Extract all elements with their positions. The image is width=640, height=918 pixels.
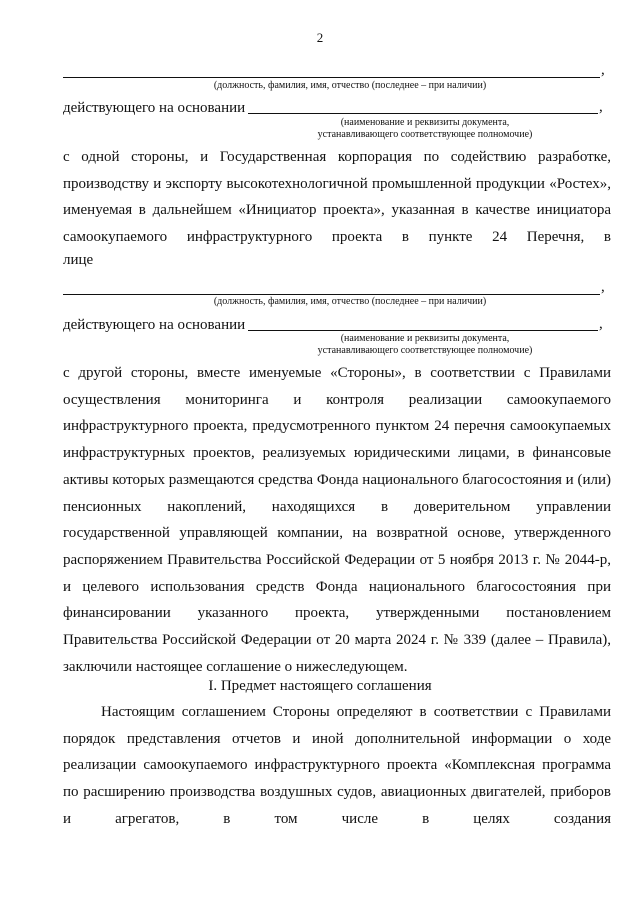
comma: ,	[601, 279, 605, 295]
section-heading: I. Предмет настоящего соглашения	[208, 678, 432, 694]
intro-last-word: лице	[63, 252, 94, 268]
basis-document-line-1	[248, 113, 598, 114]
basis-caption-1a: (наименование и реквизиты документа,	[340, 117, 510, 128]
comma: ,	[599, 316, 603, 332]
main-paragraph: с другой стороны, вместе именуемые «Стороны», в соответствии с Правилами осуществления мониторинга и контроля реализации самоокупаемого инфраструктурного проекта, предусмотренного пунктом 24 перечня самоокупаемых инфраструктурных проектов, реализуемых юридическими лицами, в финансовые активы которых размещаются средства Фонда национального благосостояния и (или) пенсионных накоплений, находящихся в доверительном управлении государственной управляющей компании, на возвратной основе, утвержденного распоряжением Правительства Российской Федерации от 5 ноября 2013 г. № 2044-р, и целевого использования средств Фонда национального благосостояния при финансировании указанного проекта, утвержденными постановлением Правительства Российской Федерации от 20 марта 2024 г. № 339 (далее – Правила), заключили настоящее соглашение о нижеследующем.	[63, 365, 611, 675]
basis-label-2: действующего на основании	[63, 317, 246, 333]
basis-caption-2a: (наименование и реквизиты документа,	[340, 333, 510, 344]
signatory-name-line-1	[63, 77, 600, 78]
basis-caption-1b: устанавливающего соответствующее полномочие)	[317, 129, 533, 140]
signatory-name-caption-1: (должность, фамилия, имя, отчество (последнее – при наличии)	[213, 80, 487, 91]
page-number: 2	[316, 30, 324, 45]
comma: ,	[599, 99, 603, 115]
intro-paragraph: с одной стороны, и Государственная корпорация по содействию разработке, производству и экспорту высокотехнологичной промышленной продукции «Ростех», именуемая в дальнейшем «Инициатор проекта», указанная в качестве инициатора самоокупаемого инфраструктурного проекта в пункте 24 Перечня, в	[63, 149, 611, 246]
basis-label-1: действующего на основании	[63, 100, 246, 116]
section-paragraph: Настоящим соглашением Стороны определяют в соответствии с Правилами порядок представления отчетов и иной дополнительной информации о ходе реализации самоокупаемого инфраструктурного проекта «Комплексная программа по расширению производства воздушных судов, авиационных двигателей, приборов и агрегатов, в том числе в целях создания	[63, 704, 611, 827]
signatory-name-caption-2: (должность, фамилия, имя, отчество (последнее – при наличии)	[213, 296, 487, 307]
comma: ,	[601, 62, 605, 78]
basis-document-line-2	[248, 330, 598, 331]
signatory-name-line-2	[63, 294, 600, 295]
basis-caption-2b: устанавливающего соответствующее полномочие)	[317, 345, 533, 356]
